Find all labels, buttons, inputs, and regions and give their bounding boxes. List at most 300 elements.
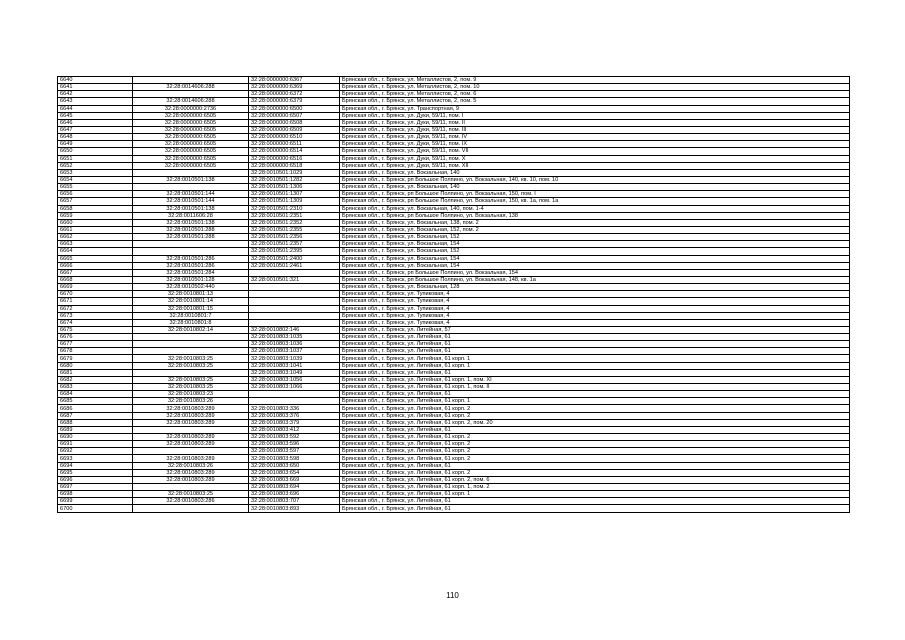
previous-cadastral-number-cell: 32:28:0010803:23 xyxy=(133,391,249,398)
row-number-cell: 6671 xyxy=(58,298,133,305)
cadastral-number-cell xyxy=(249,319,340,326)
address-cell: Брянская обл., г. Брянск, рп Большое Полпино, ул. Вокзальная, 148, кв. 1а xyxy=(340,276,850,283)
cadastral-number-cell: 32:28:0010501:2352 xyxy=(249,219,340,226)
cadastral-number-cell: 32:28:0010803:650 xyxy=(249,462,340,469)
table-row xyxy=(58,355,850,362)
address-cell: Брянская обл., г. Брянск, ул. Вокзальная, 152, пом. 2 xyxy=(340,226,850,233)
address-cell: Брянская обл., г. Брянск, ул. Вокзальная, 152 xyxy=(340,248,850,255)
cadastral-number-cell: 32:28:0010501:2356 xyxy=(249,234,340,241)
row-number-cell: 6675 xyxy=(58,326,133,333)
address-cell: Брянская обл., г. Брянск, ул. Литейная, 61 xyxy=(340,369,850,376)
row-number-cell: 6679 xyxy=(58,355,133,362)
cadastral-number-cell: 32:28:0010803:592 xyxy=(249,434,340,441)
address-cell: Брянская обл., г. Брянск, ул. Литейная, 61 корп. 1, пом. II xyxy=(340,384,850,391)
address-cell: Брянская обл., г. Брянск, ул. Литейная, 61 корп. 1 xyxy=(340,398,850,405)
table-row xyxy=(58,176,850,183)
row-number-cell: 6680 xyxy=(58,362,133,369)
cadastral-number-cell: 32:28:0010803:669 xyxy=(249,476,340,483)
table-row xyxy=(58,412,850,419)
row-number-cell: 6695 xyxy=(58,469,133,476)
previous-cadastral-number-cell: 32:28:0010501:128 xyxy=(133,276,249,283)
row-number-cell: 6697 xyxy=(58,484,133,491)
previous-cadastral-number-cell: 32:28:0010501:138 xyxy=(133,176,249,183)
cadastral-number-cell: 32:28:0010501:2357 xyxy=(249,241,340,248)
row-number-cell: 6663 xyxy=(58,241,133,248)
address-cell: Брянская обл., г. Брянск, ул. Вокзальная, 154 xyxy=(340,241,850,248)
previous-cadastral-number-cell: 32:28:0010501:284 xyxy=(133,269,249,276)
previous-cadastral-number-cell xyxy=(133,369,249,376)
row-number-cell: 6691 xyxy=(58,441,133,448)
address-cell: Брянская обл., г. Брянск, ул. Вокзальная, 154 xyxy=(340,255,850,262)
previous-cadastral-number-cell: 32:28:0010501:286 xyxy=(133,262,249,269)
previous-cadastral-number-cell: 32:28:0010801:13 xyxy=(133,291,249,298)
previous-cadastral-number-cell: 32:28:0000000:6505 xyxy=(133,148,249,155)
row-number-cell: 6689 xyxy=(58,426,133,433)
row-number-cell: 6696 xyxy=(58,476,133,483)
previous-cadastral-number-cell: 32:28:0010801:14 xyxy=(133,298,249,305)
row-number-cell: 6677 xyxy=(58,341,133,348)
address-cell: Брянская обл., г. Брянск, ул. Литейная, 61 корп. 2 xyxy=(340,448,850,455)
table-row xyxy=(58,276,850,283)
table-row xyxy=(58,491,850,498)
address-cell: Брянская обл., г. Брянск, ул. Дуки, 59/11, пом. III xyxy=(340,126,850,133)
table-row xyxy=(58,162,850,169)
table-row xyxy=(58,334,850,341)
previous-cadastral-number-cell: 32:28:0010803:289 xyxy=(133,476,249,483)
previous-cadastral-number-cell xyxy=(133,484,249,491)
row-number-cell: 6650 xyxy=(58,148,133,155)
cadastral-number-cell: 32:28:0010501:321 xyxy=(249,276,340,283)
previous-cadastral-number-cell: 32:28:0011606:28 xyxy=(133,212,249,219)
cadastral-number-cell: 32:28:0000000:6516 xyxy=(249,155,340,162)
row-number-cell: 6660 xyxy=(58,219,133,226)
previous-cadastral-number-cell: 32:28:0010502:440 xyxy=(133,284,249,291)
cadastral-number-cell: 32:28:0010803:598 xyxy=(249,455,340,462)
table-row xyxy=(58,298,850,305)
table-row xyxy=(58,469,850,476)
cadastral-number-cell: 32:28:0010501:2461 xyxy=(249,262,340,269)
address-cell: Брянская обл., г. Брянск, ул. Вокзальная, 154 xyxy=(340,262,850,269)
previous-cadastral-number-cell: 32:28:0010501:144 xyxy=(133,191,249,198)
table-row xyxy=(58,98,850,105)
previous-cadastral-number-cell: 32:28:0010501:138 xyxy=(133,219,249,226)
row-number-cell: 6655 xyxy=(58,184,133,191)
row-number-cell: 6682 xyxy=(58,376,133,383)
table-row xyxy=(58,169,850,176)
cadastral-number-cell: 32:28:0000000:6518 xyxy=(249,162,340,169)
row-number-cell: 6657 xyxy=(58,198,133,205)
row-number-cell: 6647 xyxy=(58,126,133,133)
address-cell: Брянская обл., г. Брянск, ул. Литейная, 61 xyxy=(340,426,850,433)
row-number-cell: 6700 xyxy=(58,505,133,512)
row-number-cell: 6656 xyxy=(58,191,133,198)
cadastral-number-cell xyxy=(249,284,340,291)
address-cell: Брянская обл., г. Брянск, ул. Дуки, 59/11, пом. X xyxy=(340,155,850,162)
address-cell: Брянская обл., г. Брянск, рп Большое Полпино, ул. Вокзальная, 150, кв. 1а, пом. 1а xyxy=(340,198,850,205)
previous-cadastral-number-cell xyxy=(133,348,249,355)
table-row xyxy=(58,134,850,141)
row-number-cell: 6666 xyxy=(58,262,133,269)
previous-cadastral-number-cell: 32:28:0010501:288 xyxy=(133,226,249,233)
table-row xyxy=(58,126,850,133)
table-row xyxy=(58,241,850,248)
address-cell: Брянская обл., г. Брянск, рп Большое Полпино, ул. Вокзальная, 154 xyxy=(340,269,850,276)
cadastral-number-cell: 32:28:0010803:336 xyxy=(249,405,340,412)
cadastral-number-cell: 32:28:0010501:1029 xyxy=(249,169,340,176)
table-row xyxy=(58,212,850,219)
previous-cadastral-number-cell: 32:28:0010803:25 xyxy=(133,491,249,498)
address-cell: Брянская обл., г. Брянск, ул. Литейная, 61 корп. 1 xyxy=(340,355,850,362)
previous-cadastral-number-cell: 32:28:0010803:289 xyxy=(133,419,249,426)
table-row xyxy=(58,262,850,269)
address-cell: Брянская обл., г. Брянск, ул. Тупиковая, 4 xyxy=(340,312,850,319)
address-cell: Брянская обл., г. Брянск, ул. Дуки, 59/11, пом. XII xyxy=(340,162,850,169)
table-row xyxy=(58,348,850,355)
row-number-cell: 6642 xyxy=(58,91,133,98)
table-row xyxy=(58,284,850,291)
address-cell: Брянская обл., г. Брянск, ул. Тупиковая, 4 xyxy=(340,291,850,298)
registry-table xyxy=(57,76,850,513)
table-row xyxy=(58,426,850,433)
row-number-cell: 6694 xyxy=(58,462,133,469)
address-cell: Брянская обл., г. Брянск, рп Большое Полпино, ул. Вокзальная, 150, пом. I xyxy=(340,191,850,198)
previous-cadastral-number-cell: 32:28:0000000:6505 xyxy=(133,134,249,141)
address-cell: Брянская обл., г. Брянск, ул. Литейная, 61 xyxy=(340,462,850,469)
cadastral-number-cell: 32:28:0010501:2400 xyxy=(249,255,340,262)
cadastral-number-cell: 32:28:0010803:1037 xyxy=(249,348,340,355)
previous-cadastral-number-cell: 32:28:0010802:14 xyxy=(133,326,249,333)
previous-cadastral-number-cell: 32:28:0000000:6505 xyxy=(133,141,249,148)
row-number-cell: 6692 xyxy=(58,448,133,455)
cadastral-number-cell xyxy=(249,305,340,312)
cadastral-number-cell xyxy=(249,291,340,298)
table-row xyxy=(58,326,850,333)
address-cell: Брянская обл., г. Брянск, ул. Литейная, 61 корп. 2 xyxy=(340,441,850,448)
cadastral-number-cell: 32:28:0000000:6372 xyxy=(249,91,340,98)
row-number-cell: 6683 xyxy=(58,384,133,391)
cadastral-number-cell: 32:28:0010501:1307 xyxy=(249,191,340,198)
row-number-cell: 6645 xyxy=(58,112,133,119)
cadastral-number-cell: 32:28:0000000:6379 xyxy=(249,98,340,105)
previous-cadastral-number-cell xyxy=(133,334,249,341)
table-row xyxy=(58,434,850,441)
table-row xyxy=(58,112,850,119)
table-row xyxy=(58,198,850,205)
table-row xyxy=(58,141,850,148)
cadastral-number-cell: 32:28:0000000:6511 xyxy=(249,141,340,148)
row-number-cell: 6676 xyxy=(58,334,133,341)
table-row xyxy=(58,384,850,391)
previous-cadastral-number-cell: 32:28:0000000:6505 xyxy=(133,112,249,119)
previous-cadastral-number-cell: 32:28:0010803:26 xyxy=(133,462,249,469)
cadastral-number-cell xyxy=(249,312,340,319)
address-cell: Брянская обл., г. Брянск, ул. Металлистов, 2, пом. 9 xyxy=(340,77,850,84)
row-number-cell: 6658 xyxy=(58,205,133,212)
row-number-cell: 6662 xyxy=(58,234,133,241)
row-number-cell: 6659 xyxy=(58,212,133,219)
previous-cadastral-number-cell: 32:28:0010501:288 xyxy=(133,234,249,241)
previous-cadastral-number-cell xyxy=(133,341,249,348)
cadastral-number-cell: 32:28:0010501:2351 xyxy=(249,212,340,219)
previous-cadastral-number-cell: 32:28:0010803:289 xyxy=(133,412,249,419)
address-cell: Брянская обл., г. Брянск, ул. Литейная, 61 xyxy=(340,498,850,505)
cadastral-number-cell: 32:28:0010803:1035 xyxy=(249,334,340,341)
table-row xyxy=(58,448,850,455)
previous-cadastral-number-cell: 32:28:0000000:6505 xyxy=(133,119,249,126)
row-number-cell: 6690 xyxy=(58,434,133,441)
address-cell: Брянская обл., г. Брянск, рп Большое Полпино, ул. Вокзальная, 140, кв. 10, пом. 10 xyxy=(340,176,850,183)
table-row xyxy=(58,362,850,369)
registry-table-body xyxy=(58,77,850,513)
address-cell: Брянская обл., г. Брянск, ул. Тупиковая, 4 xyxy=(340,319,850,326)
table-row xyxy=(58,255,850,262)
cadastral-number-cell: 32:28:0010501:1306 xyxy=(249,184,340,191)
row-number-cell: 6654 xyxy=(58,176,133,183)
cadastral-number-cell: 32:28:0000000:6510 xyxy=(249,134,340,141)
table-row xyxy=(58,419,850,426)
row-number-cell: 6670 xyxy=(58,291,133,298)
table-row xyxy=(58,155,850,162)
previous-cadastral-number-cell: 32:28:0014606:288 xyxy=(133,84,249,91)
row-number-cell: 6688 xyxy=(58,419,133,426)
address-cell: Брянская обл., г. Брянск, ул. Вокзальная, 140 xyxy=(340,169,850,176)
previous-cadastral-number-cell: 32:28:0010803:25 xyxy=(133,376,249,383)
cadastral-number-cell: 32:28:0010803:1039 xyxy=(249,355,340,362)
previous-cadastral-number-cell: 32:28:0010501:144 xyxy=(133,198,249,205)
table-row xyxy=(58,305,850,312)
address-cell: Брянская обл., г. Брянск, ул. Литейная, 61 корп. 1 xyxy=(340,491,850,498)
previous-cadastral-number-cell xyxy=(133,505,249,512)
row-number-cell: 6674 xyxy=(58,319,133,326)
previous-cadastral-number-cell xyxy=(133,448,249,455)
previous-cadastral-number-cell: 32:28:0010803:286 xyxy=(133,498,249,505)
previous-cadastral-number-cell xyxy=(133,77,249,84)
row-number-cell: 6653 xyxy=(58,169,133,176)
table-row xyxy=(58,191,850,198)
row-number-cell: 6648 xyxy=(58,134,133,141)
previous-cadastral-number-cell: 32:28:0010501:138 xyxy=(133,205,249,212)
cadastral-number-cell: 32:28:0010803:1056 xyxy=(249,376,340,383)
cadastral-number-cell: 32:28:0010803:596 xyxy=(249,441,340,448)
address-cell: Брянская обл., г. Брянск, ул. Литейная, 61 корп. 2, пом. 6 xyxy=(340,476,850,483)
table-row xyxy=(58,291,850,298)
cadastral-number-cell: 32:28:0010803:379 xyxy=(249,419,340,426)
cadastral-number-cell xyxy=(249,391,340,398)
cadastral-number-cell: 32:28:0010803:1036 xyxy=(249,341,340,348)
table-row xyxy=(58,405,850,412)
address-cell: Брянская обл., г. Брянск, ул. Литейная, 61 xyxy=(340,334,850,341)
previous-cadastral-number-cell: 32:28:0010803:289 xyxy=(133,469,249,476)
previous-cadastral-number-cell: 32:28:0010501:286 xyxy=(133,255,249,262)
previous-cadastral-number-cell: 32:28:0010803:289 xyxy=(133,434,249,441)
table-row xyxy=(58,77,850,84)
previous-cadastral-number-cell: 32:28:0000000:2736 xyxy=(133,105,249,112)
row-number-cell: 6693 xyxy=(58,455,133,462)
table-row xyxy=(58,219,850,226)
table-row xyxy=(58,369,850,376)
previous-cadastral-number-cell: 32:28:0010803:289 xyxy=(133,405,249,412)
cadastral-number-cell: 32:28:0010803:376 xyxy=(249,412,340,419)
table-row xyxy=(58,484,850,491)
cadastral-number-cell xyxy=(249,298,340,305)
cadastral-number-cell: 32:28:0010803:597 xyxy=(249,448,340,455)
previous-cadastral-number-cell xyxy=(133,426,249,433)
row-number-cell: 6678 xyxy=(58,348,133,355)
table-row xyxy=(58,476,850,483)
table-row xyxy=(58,226,850,233)
table-row xyxy=(58,84,850,91)
row-number-cell: 6652 xyxy=(58,162,133,169)
table-row xyxy=(58,234,850,241)
row-number-cell: 6669 xyxy=(58,284,133,291)
cadastral-number-cell: 32:28:0010803:1049 xyxy=(249,369,340,376)
table-row xyxy=(58,398,850,405)
table-row xyxy=(58,319,850,326)
cadastral-number-cell xyxy=(249,269,340,276)
table-row xyxy=(58,462,850,469)
table-row xyxy=(58,391,850,398)
previous-cadastral-number-cell xyxy=(133,169,249,176)
cadastral-number-cell: 32:28:0010803:1041 xyxy=(249,362,340,369)
previous-cadastral-number-cell: 32:28:0000000:6505 xyxy=(133,126,249,133)
previous-cadastral-number-cell: 32:28:0010801:15 xyxy=(133,305,249,312)
address-cell: Брянская обл., г. Брянск, ул. Тупиковая, 4 xyxy=(340,305,850,312)
row-number-cell: 6698 xyxy=(58,491,133,498)
previous-cadastral-number-cell: 32:28:0000000:6505 xyxy=(133,162,249,169)
previous-cadastral-number-cell: 32:28:0010803:25 xyxy=(133,362,249,369)
cadastral-number-cell: 32:28:0010803:694 xyxy=(249,484,340,491)
row-number-cell: 6672 xyxy=(58,305,133,312)
cadastral-number-cell: 32:28:0010501:2395 xyxy=(249,248,340,255)
address-cell: Брянская обл., г. Брянск, ул. Вокзальная, 128 xyxy=(340,284,850,291)
cadastral-number-cell: 32:28:0000000:6514 xyxy=(249,148,340,155)
cadastral-number-cell: 32:28:0010803:412 xyxy=(249,426,340,433)
address-cell: Брянская обл., г. Брянск, ул. Вокзальная, 140 xyxy=(340,184,850,191)
address-cell: Брянская обл., г. Брянск, ул. Транспортная, 9 xyxy=(340,105,850,112)
address-cell: Брянская обл., г. Брянск, рп Большое Полпино, ул. Вокзальная, 138 xyxy=(340,212,850,219)
cadastral-number-cell: 32:28:0010802:146 xyxy=(249,326,340,333)
address-cell: Брянская обл., г. Брянск, ул. Вокзальная, 152 xyxy=(340,234,850,241)
row-number-cell: 6699 xyxy=(58,498,133,505)
address-cell: Брянская обл., г. Брянск, ул. Дуки, 59/11, пом. IX xyxy=(340,141,850,148)
row-number-cell: 6668 xyxy=(58,276,133,283)
address-cell: Брянская обл., г. Брянск, ул. Литейная, 61 корп. 2 xyxy=(340,434,850,441)
previous-cadastral-number-cell: 32:28:0010803:26 xyxy=(133,398,249,405)
address-cell: Брянская обл., г. Брянск, ул. Литейная, 61 корп. 2 xyxy=(340,405,850,412)
previous-cadastral-number-cell xyxy=(133,241,249,248)
table-row xyxy=(58,105,850,112)
previous-cadastral-number-cell: 32:28:0010803:289 xyxy=(133,441,249,448)
address-cell: Брянская обл., г. Брянск, ул. Металлистов, 2, пом. 6 xyxy=(340,91,850,98)
table-row xyxy=(58,248,850,255)
address-cell: Брянская обл., г. Брянск, ул. Дуки, 59/11, пом. VII xyxy=(340,148,850,155)
address-cell: Брянская обл., г. Брянск, ул. Литейная, 61 xyxy=(340,391,850,398)
cadastral-number-cell: 32:28:0010501:2310 xyxy=(249,205,340,212)
cadastral-number-cell: 32:28:0010501:1282 xyxy=(249,176,340,183)
row-number-cell: 6664 xyxy=(58,248,133,255)
address-cell: Брянская обл., г. Брянск, ул. Литейная, 57 xyxy=(340,326,850,333)
cadastral-number-cell: 32:28:0000000:6509 xyxy=(249,126,340,133)
row-number-cell: 6667 xyxy=(58,269,133,276)
row-number-cell: 6661 xyxy=(58,226,133,233)
previous-cadastral-number-cell: 32:28:0010803:25 xyxy=(133,384,249,391)
previous-cadastral-number-cell: 32:28:0010801:7 xyxy=(133,312,249,319)
row-number-cell: 6687 xyxy=(58,412,133,419)
address-cell: Брянская обл., г. Брянск, ул. Литейная, 61 корп. 2 xyxy=(340,455,850,462)
row-number-cell: 6684 xyxy=(58,391,133,398)
previous-cadastral-number-cell: 32:28:0014606:288 xyxy=(133,98,249,105)
table-row xyxy=(58,376,850,383)
cadastral-number-cell: 32:28:0000000:6367 xyxy=(249,77,340,84)
table-row xyxy=(58,441,850,448)
address-cell: Брянская обл., г. Брянск, ул. Литейная, 61 корп. 2, пом. 20 xyxy=(340,419,850,426)
previous-cadastral-number-cell xyxy=(133,248,249,255)
cadastral-number-cell: 32:28:0000000:6508 xyxy=(249,119,340,126)
address-cell: Брянская обл., г. Брянск, ул. Дуки, 59/11, пом. IV xyxy=(340,134,850,141)
table-row xyxy=(58,341,850,348)
row-number-cell: 6643 xyxy=(58,98,133,105)
table-row xyxy=(58,455,850,462)
table-row xyxy=(58,119,850,126)
table-row xyxy=(58,312,850,319)
cadastral-number-cell: 32:28:0010803:1066 xyxy=(249,384,340,391)
address-cell: Брянская обл., г. Брянск, ул. Вокзальная, 140, пом. 1-4 xyxy=(340,205,850,212)
address-cell: Брянская обл., г. Брянск, ул. Металлистов, 2, пом. 10 xyxy=(340,84,850,91)
address-cell: Брянская обл., г. Брянск, ул. Дуки, 59/11, пом. II xyxy=(340,119,850,126)
previous-cadastral-number-cell: 32:28:0010803:25 xyxy=(133,355,249,362)
previous-cadastral-number-cell: 32:28:0010801:8 xyxy=(133,319,249,326)
address-cell: Брянская обл., г. Брянск, ул. Литейная, 61 xyxy=(340,505,850,512)
row-number-cell: 6644 xyxy=(58,105,133,112)
cadastral-number-cell: 32:28:0000000:6500 xyxy=(249,105,340,112)
previous-cadastral-number-cell xyxy=(133,184,249,191)
cadastral-number-cell: 32:28:0010501:1309 xyxy=(249,198,340,205)
cadastral-number-cell: 32:28:0010803:707 xyxy=(249,498,340,505)
address-cell: Брянская обл., г. Брянск, ул. Металлистов, 2, пом. 5 xyxy=(340,98,850,105)
cadastral-number-cell: 32:28:0010803:893 xyxy=(249,505,340,512)
page-number: 110 xyxy=(446,591,459,600)
cadastral-number-cell: 32:28:0010803:654 xyxy=(249,469,340,476)
cadastral-number-cell xyxy=(249,398,340,405)
table-row xyxy=(58,184,850,191)
address-cell: Брянская обл., г. Брянск, ул. Литейная, 61 корп. 2 xyxy=(340,412,850,419)
cadastral-number-cell: 32:28:0010501:2355 xyxy=(249,226,340,233)
address-cell: Брянская обл., г. Брянск, ул. Вокзальная, 138, пом. 2 xyxy=(340,219,850,226)
address-cell: Брянская обл., г. Брянск, ул. Литейная, 61 корп. 1, пом. XI xyxy=(340,376,850,383)
address-cell: Брянская обл., г. Брянск, ул. Литейная, 61 xyxy=(340,348,850,355)
address-cell: Брянская обл., г. Брянск, ул. Литейная, 61 корп. 1, пом. 2 xyxy=(340,484,850,491)
row-number-cell: 6651 xyxy=(58,155,133,162)
address-cell: Брянская обл., г. Брянск, ул. Литейная, 61 корп. 2 xyxy=(340,469,850,476)
row-number-cell: 6686 xyxy=(58,405,133,412)
address-cell: Брянская обл., г. Брянск, ул. Литейная, 61 xyxy=(340,341,850,348)
row-number-cell: 6665 xyxy=(58,255,133,262)
table-row xyxy=(58,91,850,98)
cadastral-number-cell: 32:28:0000000:6369 xyxy=(249,84,340,91)
table-row xyxy=(58,148,850,155)
row-number-cell: 6649 xyxy=(58,141,133,148)
cadastral-number-cell: 32:28:0010803:696 xyxy=(249,491,340,498)
previous-cadastral-number-cell: 32:28:0010803:289 xyxy=(133,455,249,462)
row-number-cell: 6681 xyxy=(58,369,133,376)
previous-cadastral-number-cell xyxy=(133,91,249,98)
table-row xyxy=(58,498,850,505)
previous-cadastral-number-cell: 32:28:0000000:6505 xyxy=(133,155,249,162)
address-cell: Брянская обл., г. Брянск, ул. Тупиковая, 4 xyxy=(340,298,850,305)
row-number-cell: 6673 xyxy=(58,312,133,319)
row-number-cell: 6685 xyxy=(58,398,133,405)
table-row xyxy=(58,505,850,512)
